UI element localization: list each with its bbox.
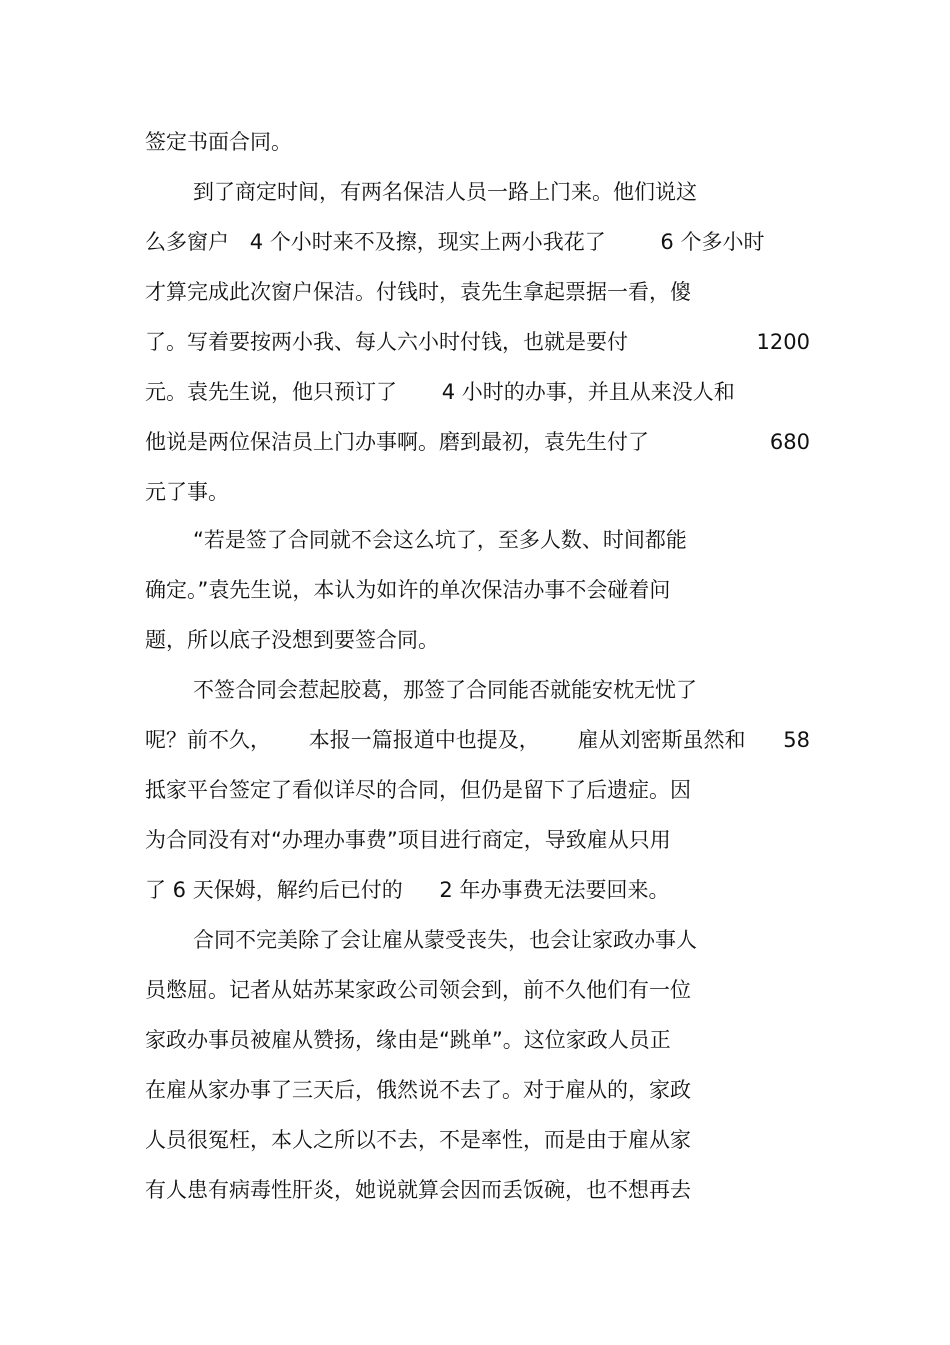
text-line [145, 326, 810, 358]
paragraph-start-line [193, 674, 810, 706]
text-segment: 确定。”袁先生说，本认为如许的单次保洁办事不会碰着问 [145, 578, 671, 602]
text-segment: 1200 [756, 330, 810, 354]
text-line [145, 1124, 810, 1156]
text-segment: 抵家平台签定了看似详尽的合同，但仍是留下了后遗症。因 [145, 778, 691, 802]
text-segment: 2 年办事费无法要回来。 [439, 878, 670, 902]
text-line [145, 724, 810, 756]
text-line [145, 974, 810, 1006]
text-segment: 6 个多小时 [660, 230, 765, 254]
text-segment: 呢？前不久， [145, 728, 271, 752]
text-segment: 58 [783, 728, 810, 752]
text-line [145, 774, 810, 806]
text-line [145, 1074, 810, 1106]
text-line [145, 1174, 810, 1206]
text-line [145, 574, 810, 606]
text-line [145, 824, 810, 856]
text-segment: 员憋屈。记者从姑苏某家政公司领会到，前不久他们有一位 [145, 978, 691, 1002]
text-segment: 了 6 天保姆，解约后已付的 [145, 878, 403, 902]
text-segment: 人员很冤枉，本人之所以不去，不是率性，而是由于雇从家 [145, 1128, 691, 1152]
text-line [145, 276, 810, 308]
text-line [145, 624, 810, 656]
text-segment: 4 小时的办事，并且从来没人和 [441, 380, 735, 404]
paragraph-start-line [193, 524, 810, 556]
text-segment: 在雇从家办事了三天后，俄然说不去了。对于雇从的，家政 [145, 1078, 691, 1102]
text-segment: 题，所以底子没想到要签合同。 [145, 628, 439, 652]
text-segment: 元。袁先生说，他只预订了 [145, 380, 397, 404]
text-segment: 为合同没有对“办理办事费”项目进行商定，导致雇从只用 [145, 828, 671, 852]
text-segment: 合同不完美除了会让雇从蒙受丧失，也会让家政办事人 [193, 928, 697, 952]
text-segment: 本报一篇报道中也提及， [308, 728, 540, 752]
text-segment: 家政办事员被雇从赞扬，缘由是“跳单”。这位家政人员正 [145, 1028, 671, 1052]
paragraph-start-line [193, 176, 810, 208]
text-segment: 才算完成此次窗户保洁。付钱时，袁先生拿起票据一看，傻 [145, 280, 691, 304]
text-line [145, 874, 810, 906]
text-segment: 元了事。 [145, 480, 229, 504]
text-line [145, 226, 810, 258]
text-line [145, 126, 810, 158]
text-segment: 到了商定时间，有两名保洁人员一路上门来。他们说这 [193, 180, 697, 204]
text-line [145, 376, 810, 408]
text-segment: 不签合同会惹起胶葛，那签了合同能否就能安枕无忧了 [193, 678, 697, 702]
text-segment: 签定书面合同。 [145, 130, 292, 154]
text-segment: 有人患有病毒性肝炎，她说就算会因而丢饭碗，也不想再去 [145, 1178, 691, 1202]
text-line [145, 1024, 810, 1056]
text-segment: 680 [769, 430, 810, 454]
text-segment: 雇从刘密斯虽然和 [577, 728, 746, 752]
text-segment: 4 个小时来不及擦，现实上两小我花了 [249, 230, 606, 254]
text-line [145, 426, 810, 458]
text-segment: 他说是两位保洁员上门办事啊。磨到最初，袁先生付了 [145, 430, 649, 454]
text-segment: 么多窗户 [145, 230, 229, 254]
text-segment: “若是签了合同就不会这么坑了，至多人数、时间都能 [193, 528, 687, 552]
text-segment: 了。写着要按两小我、每人六小时付钱，也就是要付 [145, 330, 628, 354]
paragraph-start-line [193, 924, 810, 956]
text-line [145, 476, 810, 508]
